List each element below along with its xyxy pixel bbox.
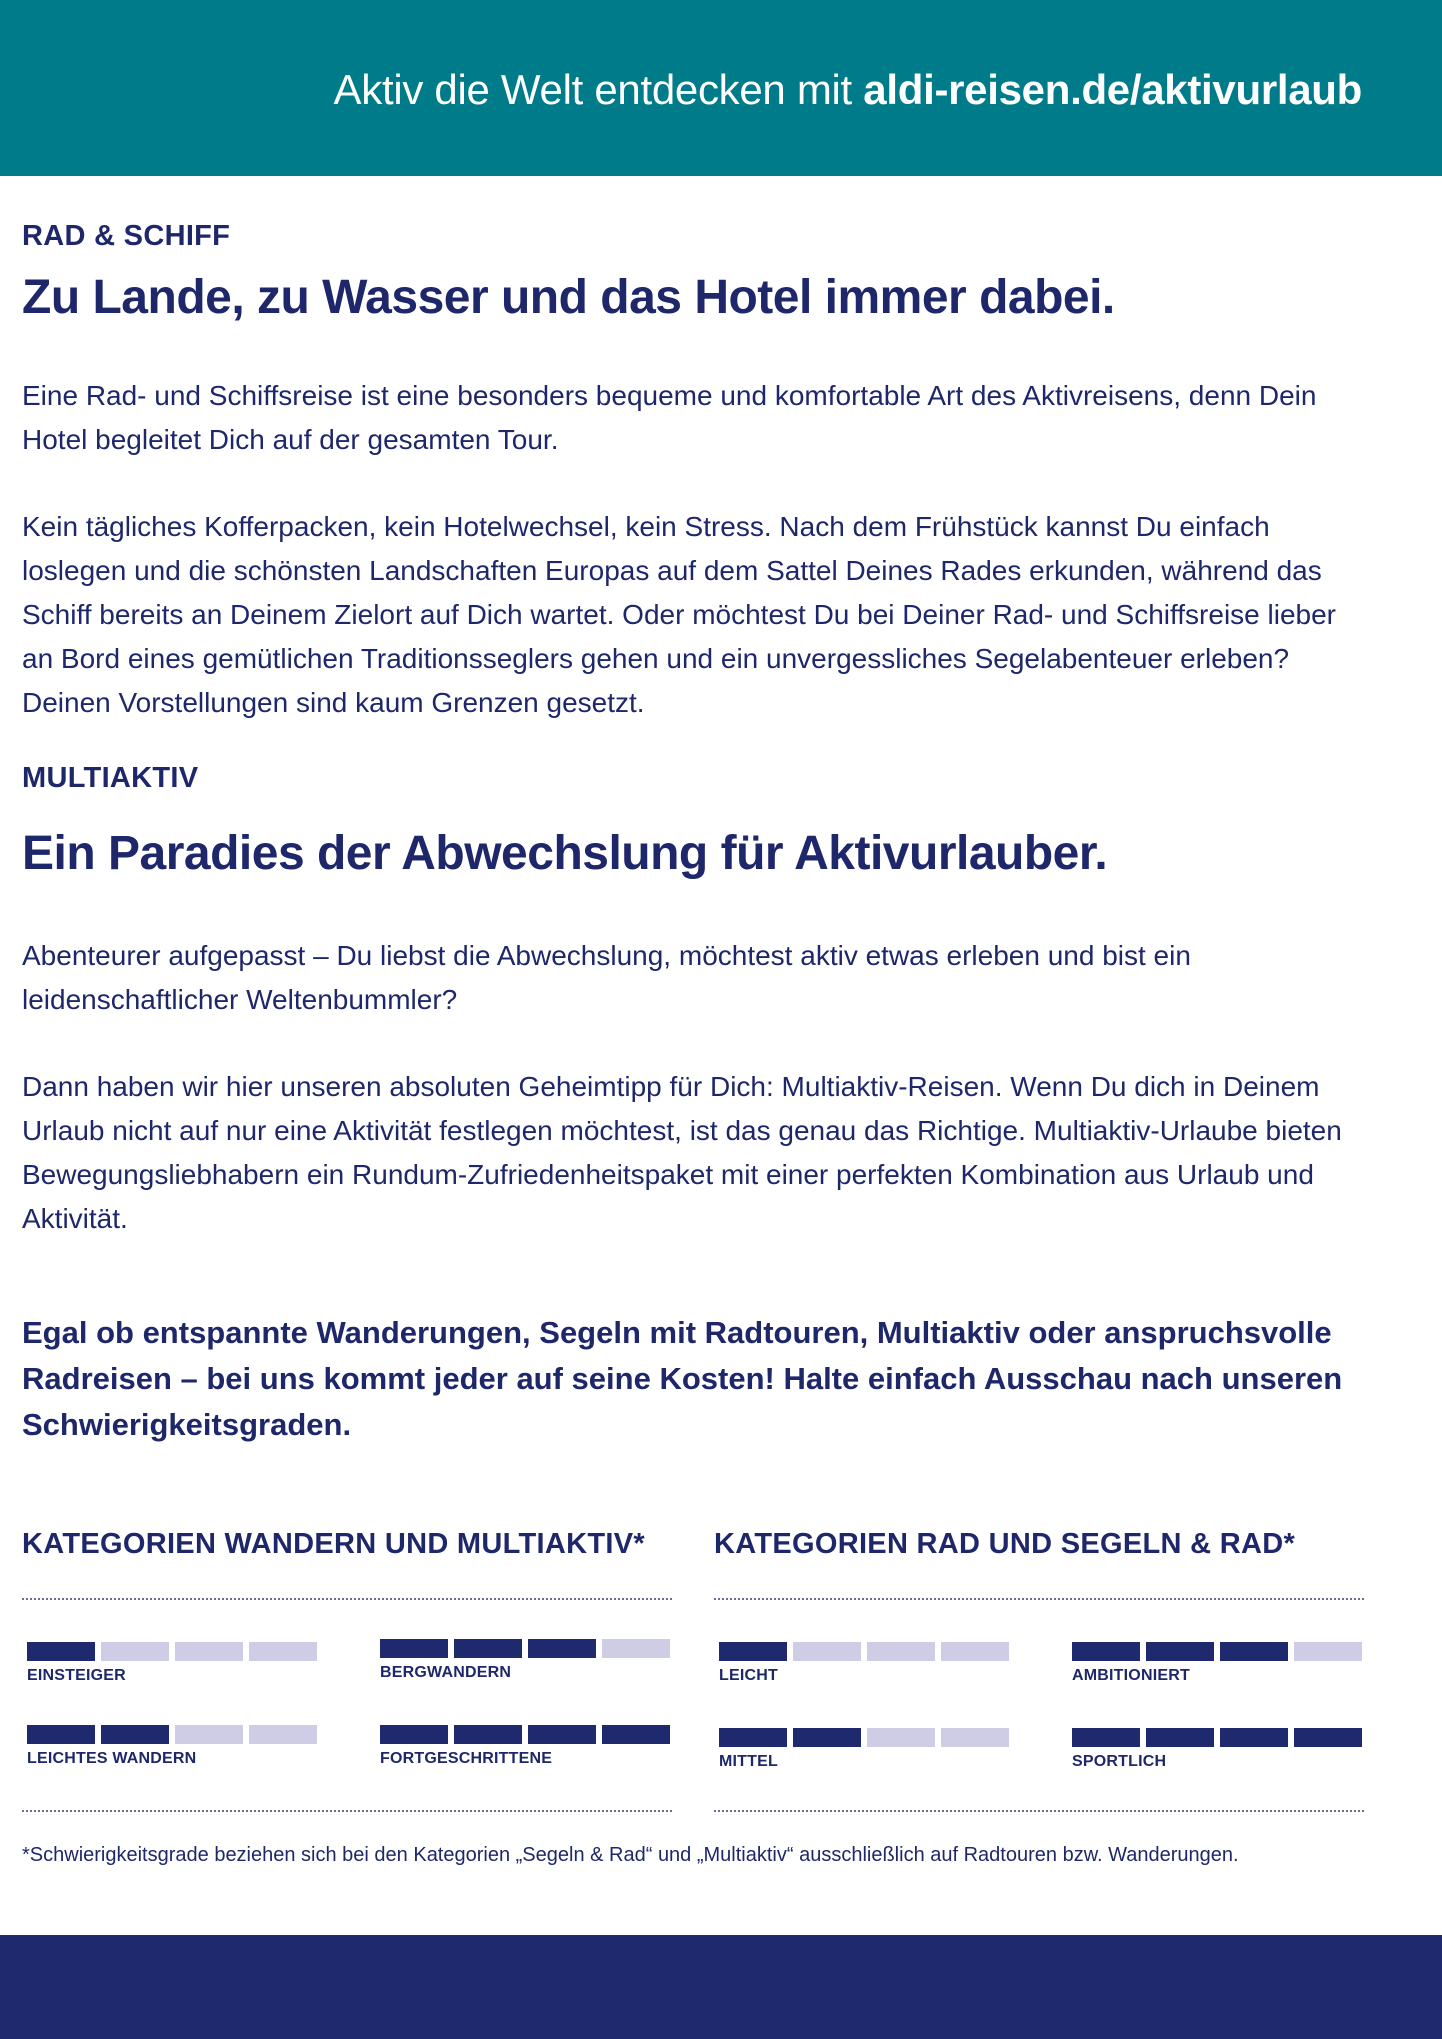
header-url-link[interactable]: aldi-reisen.de/aktivurlaub (863, 66, 1362, 113)
difficulty-segment-empty (793, 1642, 861, 1661)
difficulty-segment-filled (719, 1642, 787, 1661)
section2-eyebrow: MULTIAKTIV (22, 762, 199, 794)
difficulty-bars (1072, 1728, 1368, 1747)
difficulty-segment-empty (1294, 1642, 1362, 1661)
difficulty-segment-empty (175, 1725, 243, 1744)
header-banner (0, 0, 1442, 176)
categories-right-title: KATEGORIEN RAD UND SEGELN & RAD* (714, 1528, 1296, 1560)
difficulty-label: AMBITIONIERT (1072, 1667, 1190, 1684)
difficulty-segment-filled (101, 1725, 169, 1744)
section1-paragraph-2: Kein tägliches Kofferpacken, kein Hotelwechsel, kein Stress. Nach dem Frühstück kannst Du einfach loslegen und die schönsten Landschaften Europas auf dem Sattel Deines Rades erkunden, während das Schiff bereits an Deinem Zielort auf Dich wartet. Oder möchtest Du bei Deiner Rad- und Schiffsreise lieber an Bord eines gemütlichen Traditionsseglers gehen und ein unvergessliches Segelabenteuer erleben? Deinen Vorstellungen sind kaum Grenzen gesetzt. (22, 511, 1337, 718)
difficulty-segment-filled (719, 1728, 787, 1747)
section1-eyebrow: RAD & SCHIFF (22, 220, 231, 252)
section2-headline: Ein Paradies der Abwechslung für Aktivurlauber. (22, 827, 1108, 880)
difficulty-level (1072, 1728, 1368, 1771)
difficulty-bars (27, 1642, 323, 1661)
difficulty-label: BERGWANDERN (380, 1664, 512, 1681)
difficulty-bars (1072, 1642, 1368, 1661)
difficulty-level (27, 1642, 323, 1685)
difficulty-segment-empty (867, 1728, 935, 1747)
header-text (334, 66, 1362, 114)
difficulty-segment-filled (380, 1639, 448, 1658)
difficulty-segment-filled (454, 1639, 522, 1658)
difficulty-level (1072, 1642, 1368, 1685)
difficulty-segment-empty (249, 1725, 317, 1744)
header-prefix: Aktiv die Welt entdecken mit (333, 66, 864, 113)
difficulty-label: MITTEL (719, 1753, 778, 1770)
section2-paragraph-2: Dann haben wir hier unseren absoluten Geheimtipp für Dich: Multiaktiv-Reisen. Wenn Du dich in Deinem Urlaub nicht auf nur eine Aktivität festlegen möchtest, ist das genau das Richtige. Multiaktiv-Urlaube bieten Bewegungsliebhabern ein Rundum-Zufriedenheitspaket mit einer perfekten Kombination aus Urlaub und Aktivität. (22, 1071, 1342, 1234)
difficulty-bars (380, 1639, 676, 1658)
difficulty-segment-filled (528, 1725, 596, 1744)
difficulty-level (719, 1728, 1015, 1771)
difficulty-segment-empty (941, 1728, 1009, 1747)
difficulty-bars (380, 1725, 676, 1744)
difficulty-label: LEICHTES WANDERN (27, 1750, 197, 1767)
section1-headline: Zu Lande, zu Wasser und das Hotel immer dabei. (22, 271, 1115, 324)
difficulty-segment-empty (101, 1642, 169, 1661)
difficulty-segment-empty (941, 1642, 1009, 1661)
left-divider-bottom (22, 1810, 672, 1812)
difficulty-segment-filled (27, 1642, 95, 1661)
difficulty-segment-filled (1146, 1728, 1214, 1747)
difficulty-label: EINSTEIGER (27, 1667, 126, 1684)
difficulty-level (719, 1642, 1015, 1685)
difficulty-segment-empty (602, 1639, 670, 1658)
difficulty-segment-filled (380, 1725, 448, 1744)
difficulty-segment-empty (249, 1642, 317, 1661)
difficulty-label: LEICHT (719, 1667, 778, 1684)
difficulty-segment-filled (528, 1639, 596, 1658)
difficulty-bars (27, 1725, 323, 1744)
right-divider-top (714, 1598, 1364, 1600)
footnote: *Schwierigkeitsgrade beziehen sich bei den Kategorien „Segeln & Rad“ und „Multiaktiv“ ausschließlich auf Radtouren bzw. Wanderungen. (22, 1844, 1239, 1866)
section2-paragraph-1: Abenteurer aufgepasst – Du liebst die Abwechslung, möchtest aktiv etwas erleben und bist ein leidenschaftlicher Weltenbummler? (22, 940, 1191, 1015)
difficulty-segment-filled (454, 1725, 522, 1744)
difficulty-segment-filled (602, 1725, 670, 1744)
difficulty-label: SPORTLICH (1072, 1753, 1167, 1770)
difficulty-bars (719, 1728, 1015, 1747)
section1-paragraph-1: Eine Rad- und Schiffsreise ist eine besonders bequeme und komfortable Art des Aktivreisens, denn Dein Hotel begleitet Dich auf der gesamten Tour. (22, 380, 1317, 455)
difficulty-segment-filled (1220, 1728, 1288, 1747)
difficulty-segment-filled (793, 1728, 861, 1747)
difficulty-bars (719, 1642, 1015, 1661)
difficulty-segment-filled (1220, 1642, 1288, 1661)
footer-banner (0, 1935, 1442, 2039)
difficulty-segment-filled (1072, 1642, 1140, 1661)
difficulty-level (380, 1639, 676, 1682)
difficulty-label: FORTGESCHRITTENE (380, 1750, 553, 1767)
difficulty-segment-filled (1146, 1642, 1214, 1661)
difficulty-segment-filled (1294, 1728, 1362, 1747)
left-divider-top (22, 1598, 672, 1600)
difficulty-segment-empty (175, 1642, 243, 1661)
difficulty-segment-filled (1072, 1728, 1140, 1747)
highlight-paragraph: Egal ob entspannte Wanderungen, Segeln mit Radtouren, Multiaktiv oder anspruchsvolle Radreisen – bei uns kommt jeder auf seine Kosten! Halte einfach Ausschau nach unseren Schwierigkeitsgraden. (22, 1315, 1343, 1442)
right-divider-bottom (714, 1810, 1364, 1812)
difficulty-segment-filled (27, 1725, 95, 1744)
difficulty-segment-empty (867, 1642, 935, 1661)
difficulty-level (380, 1725, 676, 1768)
difficulty-level (27, 1725, 323, 1768)
categories-left-title: KATEGORIEN WANDERN UND MULTIAKTIV* (22, 1528, 645, 1560)
